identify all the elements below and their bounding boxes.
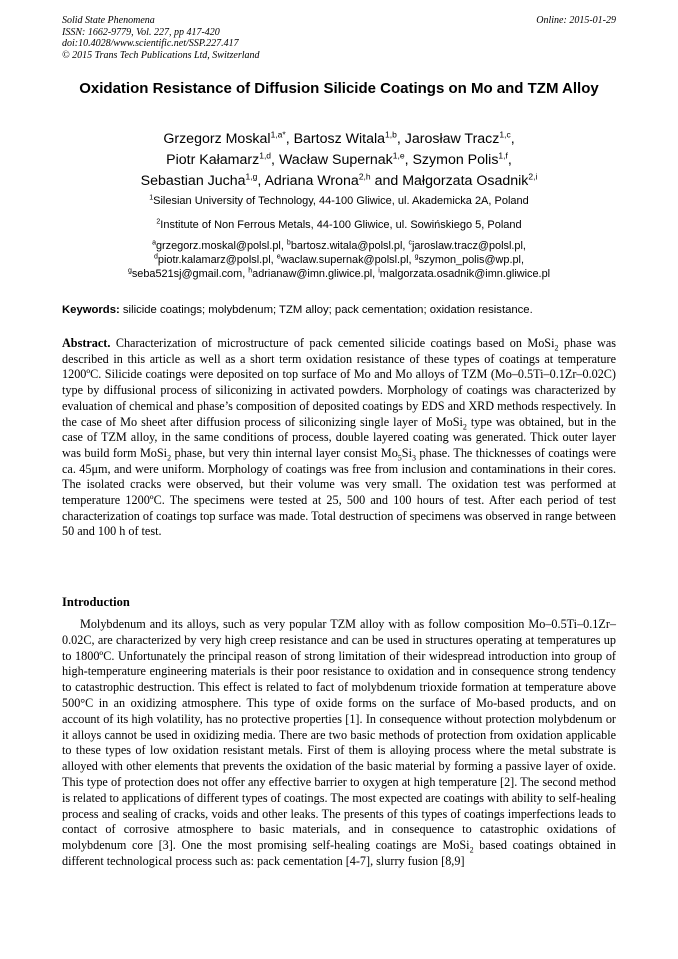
email-link[interactable]: grzegorz.moskal@polsl.pl <box>156 240 281 252</box>
subscript: 2 <box>462 421 467 431</box>
email-sup: e <box>276 253 281 261</box>
section-heading-introduction: Introduction <box>62 595 130 609</box>
email-sup: d <box>154 253 158 261</box>
doi-line: doi:10.4028/www.scientific.net/SSP.227.417 <box>62 38 239 49</box>
affiliation-1 <box>62 194 616 208</box>
email-link[interactable]: seba521sj@gmail.com <box>131 268 243 280</box>
abstract-label: Abstract. <box>62 336 111 350</box>
email-sup: a <box>152 239 156 247</box>
author-name: Jarosław Tracz <box>404 131 500 147</box>
intro-text: based coatings obtained in different technological process such as: pack cementation [4-7], slurry fusion [8,9] <box>62 838 616 868</box>
email-sup: i <box>378 267 380 275</box>
author-sup: 1,e <box>392 150 405 161</box>
email-link[interactable]: jaroslaw.tracz@polsl.pl <box>411 240 523 252</box>
author-name: Piotr Kałamarz <box>166 152 260 168</box>
author-name: Sebastian Jucha <box>140 173 246 189</box>
author-name: Grzegorz Moskal <box>163 131 271 147</box>
author-sup: 1,d <box>259 150 272 161</box>
affiliation-sup: 2 <box>156 218 161 226</box>
author-name: Szymon Polis <box>412 152 499 168</box>
author-sup: 1,g <box>245 171 258 182</box>
online-date: Online: 2015-01-29 <box>536 15 616 26</box>
email-link[interactable]: adrianaw@imn.gliwice.pl <box>252 268 373 280</box>
author-name: Bartosz Witala <box>293 131 386 147</box>
email-sup: b <box>286 239 291 247</box>
introduction-paragraph <box>62 617 616 870</box>
affiliation-text: Institute of Non Ferrous Metals, 44-100 Gliwice, ul. Sowińskiego 5, Poland <box>160 219 522 231</box>
author-list: Grzegorz Moskal$^{1,a*}$, Bartosz Witala$^{1,b}$, Jarosław Tracz$^{1,c}$, Piotr Kałamarz$^{1,d}$, Wacław Supernak$^{1,e}$, Szymon Polis$^{1,f}$, Sebastian Jucha$^{1,g}$, Adriana Wrona$^{2,h}$ and Małgorzata Osadnik$^{2,i}$ <box>140 129 538 189</box>
abstract-text: Si <box>401 445 412 460</box>
journal-header <box>62 15 260 61</box>
email-link[interactable]: piotr.kalamarz@polsl.pl <box>157 254 271 266</box>
email-link[interactable]: waclaw.supernak@polsl.pl <box>280 254 409 266</box>
email-sup: h <box>248 267 253 275</box>
author-sup: 1,a* <box>270 129 286 140</box>
journal-name: Solid State Phenomena <box>62 15 155 26</box>
abstract <box>62 336 616 540</box>
abstract-text: phase, but very thin internal layer consist Mo <box>171 445 398 460</box>
subscript: 2 <box>469 845 474 855</box>
author-sup: 2,h <box>358 171 371 182</box>
intro-text: Molybdenum and its alloys, such as very popular TZM alloy with as follow composition Mo–0.5Ti–0.1Zr–0.02C, are characterized by very high creep resistance and can be used in structures operating at temperatures up to 1800ºC. Unfortunately the principal reason of strong limitation of their widespread introduction into group of high-temperature engineering materials is their poor resistance to oxidation and in consequence strong tendency to catastrophic destruction. This effect is related to fact of molybdenum trioxide formation at temperature above 500°C in an oxidizing atmosphere. This type of oxide forms on the surface of Mo-based products, and on account of its high volatility, has no protective properties [1]. In consequence without protection molybdenum or it alloys cannot be used in oxidizing media. There are two basic methods of protection from oxidation applicable to these types of low oxidation resistant metals. First of them is alloying process where the metal substrate is alloyed with other elements that prevents the oxidation of the basic material by forming a passive layer of oxide. This type of protection does not offer any effective barrier to oxygen at high temperature [2]. The second method is related to applications of different types of coatings. The most expected are coatings with ability to self-healing process and sealing of cracks, voids and other leaks. The presents of this types of coatings imperfections leads to contact of corrosive atmosphere to basic materials, and in consequence to catastrophic oxidations of molybdenum core [3]. One the most promising self-healing coatings are MoSi <box>62 617 616 853</box>
affiliation-2 <box>62 218 616 232</box>
email-link[interactable]: malgorzata.osadnik@imn.gliwice.pl <box>379 268 551 280</box>
subscript: 3 <box>411 453 416 463</box>
affiliation-sup: 1 <box>149 194 154 202</box>
email-sup: g <box>127 267 132 275</box>
author-sup: 1,b <box>385 129 397 140</box>
author-name: Wacław Supernak <box>278 152 393 168</box>
abstract-text: phase. The thicknesses of coatings were ca. 45μm, and were uniform. Morphology of coatings was free from inclusion and contaminations in their cores. The isolated cracks were observed, but their volume was very small. The oxidation test was performed at temperature 1200ºC. The specimens were tested at 25, 500 and 100 hours of test. After each period of test characterization of coatings top surface was made. Total destruction of specimens was observed in range between 50 and 100 h of test. <box>62 445 616 539</box>
keywords <box>62 303 616 317</box>
subscript: 2 <box>167 453 172 463</box>
email-link[interactable]: szymon_polis@wp.pl <box>418 254 521 266</box>
subscript: 5 <box>397 453 402 463</box>
keywords-text: silicide coatings; molybdenum; TZM alloy; pack cementation; oxidation resistance. <box>122 304 533 316</box>
author-sup: 1,c <box>499 129 511 140</box>
abstract-text: Characterization of microstructure of pack cemented silicide coatings based on MoSi <box>110 336 555 350</box>
issn-line: ISSN: 1662-9779, Vol. 227, pp 417-420 <box>62 26 220 38</box>
author-name: Małgorzata Osadnik <box>402 173 529 189</box>
copyright-line: © 2015 Trans Tech Publications Ltd, Switzerland <box>62 49 260 61</box>
email-sup: g <box>414 253 419 261</box>
email-sup: c <box>408 239 412 247</box>
author-name: Adriana Wrona <box>264 173 359 189</box>
affiliation-text: Silesian University of Technology, 44-100 Gliwice, ul. Akademicka 2A, Poland <box>153 195 529 207</box>
email-list: $^a$grzegorz.moskal@polsl.pl, $^b$bartosz.witala@polsl.pl, $^c$jaroslaw.tracz@polsl.pl, $^d$piotr.kalamarz@polsl.pl, $^e$waclaw.supernak@polsl.pl, $^g$szymon_polis@wp.pl, $^g$seba521sj@gmail.com, $^h$adrianaw@imn.gliwice.pl, $^i$malgorzata.osadnik@imn.gliwice.pl <box>127 239 551 280</box>
author-sup: 1,f <box>498 150 508 161</box>
keywords-label: Keywords: <box>62 304 120 316</box>
author-sup: 2,i <box>528 171 538 182</box>
subscript: 2 <box>554 343 559 353</box>
abstract-text: phase was described in this article as well as a short term oxidation resistance of these types of coatings at temperature 1200ºC. Silicide coatings were deposited on top surface of Mo and Mo alloys of TZM (Mo–0.5Ti–0.1Zr–0.02C) type by diffusional process of siliconizing in activated powders. Morphology of coatings was characterized by evaluation of chemical and phase’s composition of deposited coatings by EDS and XRD methods respectively. In the case of Mo sheet after diffusion process of siliconizing single layer of MoSi <box>62 336 616 429</box>
abstract-text: type was obtained, but in the case of TZM alloy, in the same conditions of process, double layered coating was generated. Thick outer layer was build form MoSi <box>62 414 616 460</box>
email-link[interactable]: bartosz.witala@polsl.pl <box>290 240 403 252</box>
paper-title: Oxidation Resistance of Diffusion Silicide Coatings on Mo and TZM Alloy <box>79 80 599 97</box>
